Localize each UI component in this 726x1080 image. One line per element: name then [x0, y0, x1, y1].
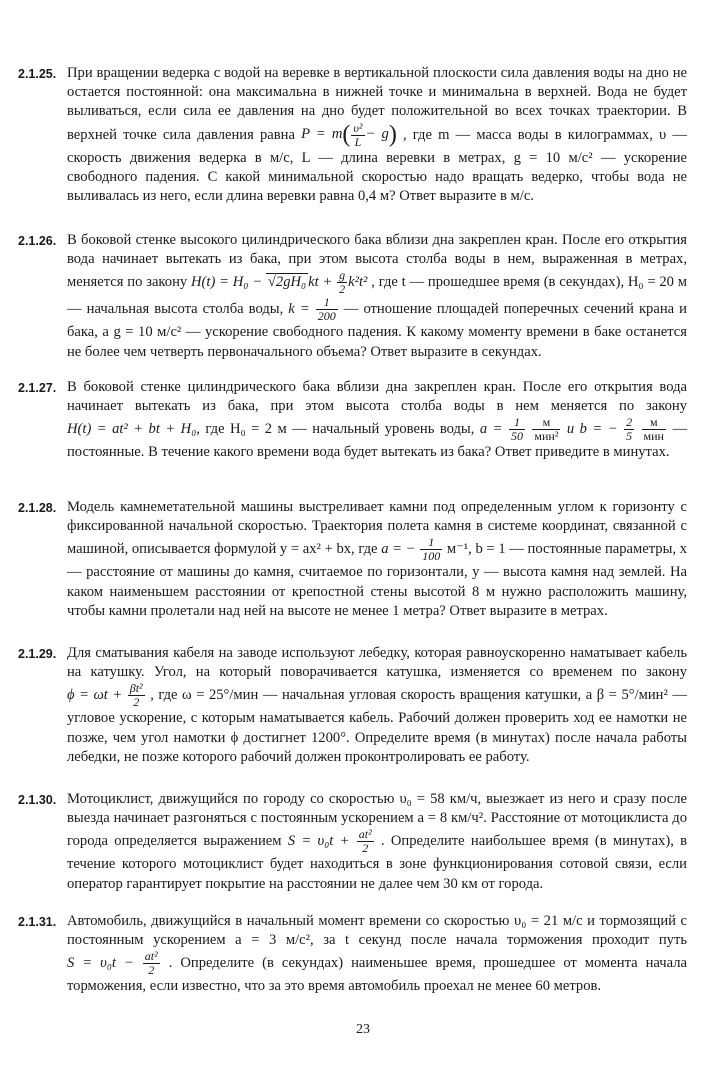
- problem-2-1-30: [18, 790, 690, 894]
- formula-height-quadratic: H(t) = at² + bt + H₀: [67, 421, 197, 438]
- problem-text: — отношение площадей поперечных сечений крана и бака, а g = 10 м/с² — ускорение свободного падения. К какому моменту времени в баке останется не более чем четверть первоначального объема? Ответ выразите в секундах.: [67, 301, 687, 360]
- problem-2-1-28: [18, 498, 690, 621]
- problem-text: Мотоциклист, движущийся по городу со скоростью υ₀ = 58 км/ч, выезжает из него и сразу после выезда начинает разгоняться с постоянным ускорением a = 8 км/ч². Расстояние от мотоциклиста до города определяется выражением: [67, 791, 687, 850]
- formula-distance: S = υ₀t + $\frac{\text{at²}}{2}$: [287, 827, 372, 856]
- formula-a: a = $\frac{1}{50}$ $\frac{м}{\text{мин²}}$: [479, 415, 559, 444]
- formula-angle: ϕ = ωt + $\frac{\text{βt²}}{2}$: [67, 681, 143, 710]
- problem-text: — постоянные. В течение какого времени вода будет вытекать из бака? Ответ приведите в минутах.: [67, 421, 688, 461]
- problem-text: Для сматывания кабеля на заводе используют лебедку, которая равноускоренно наматывает кабель на катушку. Угол, на который поворачивается катушка, изменяется со временем по закону: [67, 645, 687, 681]
- problem-text: , где ω = 25°/мин — начальная угловая скорость вращения катушки, а β = 5°/мин² — угловое ускорение, с которым наматывается кабель. Рабочий должен проверить ход ее намотки не позже, чем угол намотки ϕ достигнет 1200°. Определите время (в минутах) после начала работы лебедки, не позже которого рабочий должен проконтролировать ее работу.: [67, 687, 687, 765]
- problem-text: . Определите наибольшее время (в минутах), в течение которого мотоциклист будет находиться в зоне функционирования сотовой связи, если оператор гарантирует покрытие на расстоянии не далее чем 30 км от города.: [67, 833, 688, 892]
- problem-text: , где m — масса воды в килограммах, υ — скорость движения ведерка в м/с, L — длина веревки в метрах, g = 10 м/с² — ускорение свободного падения. С какой минимальной скоростью надо вращать ведерко, чтобы вода не выливалась из него, если длина веревки равна 0,4 м? Ответ выразите в м/с.: [67, 126, 687, 205]
- problem-text: , где H₀ = 2 м — начальный уровень воды,: [196, 421, 475, 438]
- problem-text: В боковой стенке высокого цилиндрического бака вблизи дна закреплен кран. После его открытия вода начинает вытекать из бака, при этом высота столба воды в нем, выраженная в метрах, меняется по закону: [67, 232, 687, 291]
- problem-number: 2.1.26.: [18, 234, 57, 248]
- problem-number: 2.1.30.: [18, 793, 57, 807]
- formula-height-law: H(t) = H₀ − √2gH₀ kt + $\frac{g}{2}$ k²t²: [191, 268, 368, 297]
- problem-2-1-27: [18, 378, 690, 463]
- problem-number: 2.1.28.: [18, 501, 57, 515]
- problem-text: В боковой стенке цилиндрического бака вблизи дна закреплен кран. После его открытия вода начинает вытекать из бака, при этом высота столба воды в нем меняется по закону: [67, 379, 687, 415]
- formula-b: и b = − $\frac{2}{5}$ $\frac{м}{\text{мин}}$: [566, 415, 664, 444]
- problem-text: . Определите (в секундах) наименьшее время, прошедшее от момента начала торможения, если известно, что за это время автомобиль проехал не менее 60 метров.: [67, 955, 687, 995]
- formula-a: a = − $\frac{1}{100}$: [381, 535, 441, 564]
- problem-2-1-26: [18, 231, 690, 362]
- formula-pressure: P = m( $\frac{\text{υ²}}{L}$ − g): [301, 120, 397, 149]
- problem-number: 2.1.29.: [18, 647, 57, 661]
- problem-2-1-31: [18, 912, 690, 997]
- problem-number: 2.1.27.: [18, 381, 57, 395]
- problem-text: м⁻¹, b = 1 — постоянные параметры, x — расстояние от машины до камня, считаемое по горизонтали, y — высота камня над землей. На каком наименьшем расстоянии от крепостной стены высотой 8 м нужно расположить машину, чтобы камни пролетали над ней на высоте не менее 1 метра? Ответ выразите в метрах.: [67, 541, 687, 619]
- problem-number: 2.1.25.: [18, 67, 57, 81]
- problem-number: 2.1.31.: [18, 915, 57, 929]
- problem-2-1-25: [18, 64, 690, 206]
- formula-braking: S = υ₀t − $\frac{\text{at²}}{2}$: [67, 949, 158, 978]
- formula-k: k = $\frac{1}{200}$: [288, 295, 336, 324]
- problem-text: , где t — прошедшее время (в секундах), H₀ = 20 м — начальная высота столба воды,: [67, 274, 688, 318]
- page-number: 23: [356, 1022, 370, 1037]
- problem-2-1-29: [18, 644, 690, 767]
- problem-text: При вращении ведерка с водой на веревке в вертикальной плоскости сила давления воды на дно не остается постоянной: она максимальна в нижней точке и минимальна в верхней. Вода не будет выливаться, если сила ее давления на дно будет положительной во всех точках траектории. В верхней точке сила давления равна: [67, 65, 687, 143]
- problem-text: Автомобиль, движущийся в начальный момент времени со скоростью υ₀ = 21 м/с и тормозящий с постоянным ускорением a = 3 м/с², за t секунд после начала торможения проходит путь: [67, 913, 687, 949]
- problem-text: Модель камнеметательной машины выстреливает камни под определенным углом к горизонту с фиксированной начальной скоростью. Траектория полета камня в системе координат, связанной с машиной, описывается формулой y = ax² + bx, где: [67, 499, 687, 558]
